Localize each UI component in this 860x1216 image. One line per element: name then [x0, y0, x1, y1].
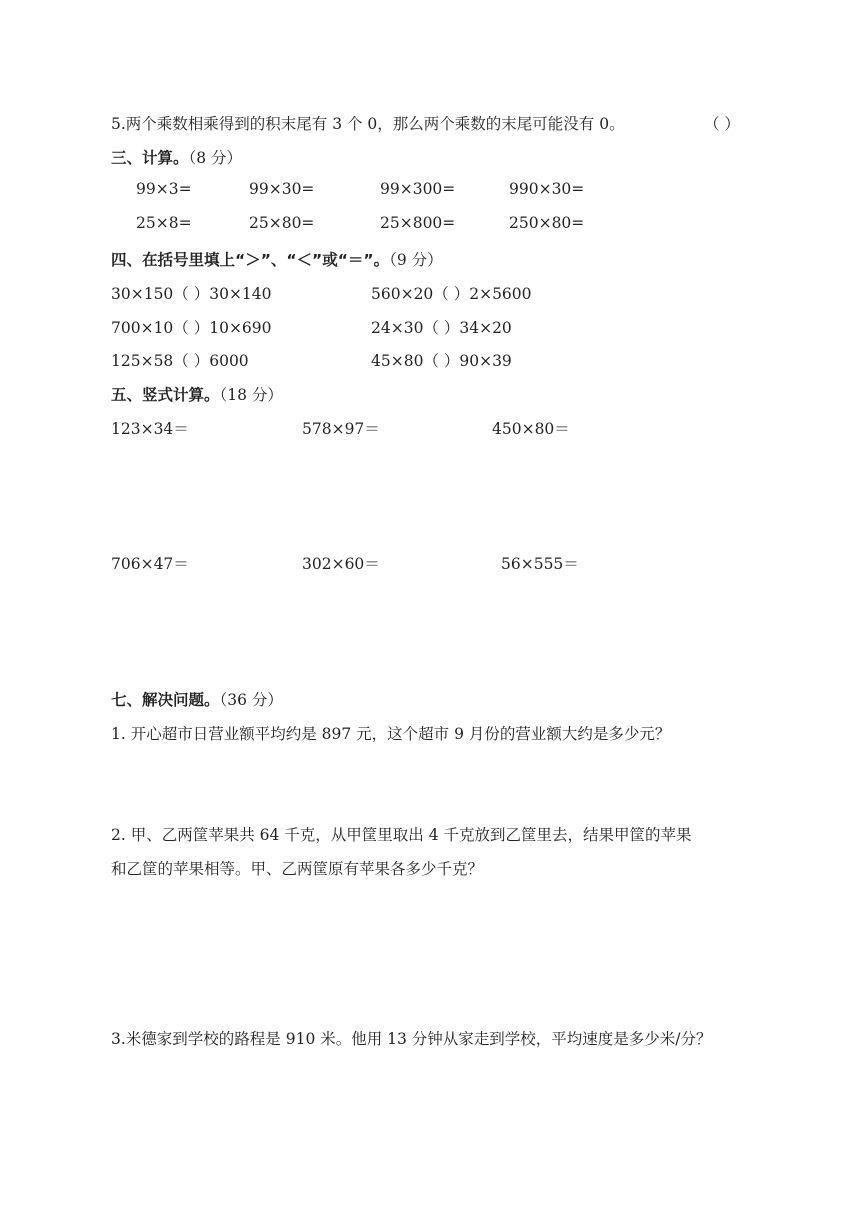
- calc-item: 25×800=: [380, 214, 456, 232]
- calc-item: 25×8=: [136, 214, 192, 232]
- problem-1: 1. 开心超市日营业额平均约是 897 元，这个超市 9 月份的营业额大约是多少元？: [111, 725, 671, 743]
- compare-item: 30×150（ ）30×140: [111, 285, 272, 303]
- calc-item: 99×30=: [249, 180, 315, 198]
- section-4-title: 四、在括号里填上“＞”、“＜”或“＝”。: [111, 251, 390, 269]
- section-5-heading: [111, 383, 283, 405]
- problem-2-line-2: 和乙筐的苹果相等。甲、乙两筐原有苹果各多少千克？: [111, 860, 484, 878]
- calc-item: 250×80=: [509, 214, 585, 232]
- compare-item: 125×58（ ）6000: [111, 352, 249, 370]
- compare-item: 700×10（ ）10×690: [111, 319, 272, 337]
- compare-item: 24×30（ ）34×20: [371, 319, 512, 337]
- answer-parens: （ ）: [704, 115, 740, 133]
- problem-2-line-1: 2. 甲、乙两筐苹果共 64 千克，从甲筐里取出 4 千克放到乙筐里去，结果甲筐的苹果: [111, 826, 692, 844]
- section-3-heading: [111, 146, 242, 168]
- section-3-title: 三、计算。: [111, 149, 189, 167]
- section-5-title: 五、竖式计算。: [111, 386, 220, 404]
- calc-item: 99×300=: [380, 180, 456, 198]
- section-5-points: （18 分）: [219, 386, 283, 404]
- vertical-calc-item: 56×555＝: [501, 555, 579, 573]
- vertical-calc-item: 302×60＝: [302, 555, 380, 573]
- calc-item: 990×30=: [509, 180, 585, 198]
- section-3-points: （8 分）: [188, 149, 243, 167]
- question-5-text: 5.两个乘数相乘得到的积末尾有 3 个 0，那么两个乘数的末尾可能没有 0。: [111, 115, 625, 133]
- section-7-points: （36 分）: [219, 691, 283, 709]
- vertical-calc-item: 450×80＝: [492, 420, 570, 438]
- compare-item: 560×20（ ）2×5600: [371, 285, 532, 303]
- vertical-calc-item: 706×47＝: [111, 555, 189, 573]
- section-4-points: （9 分）: [389, 251, 443, 269]
- vertical-calc-item: 123×34＝: [111, 420, 189, 438]
- section-4-heading: [111, 248, 443, 270]
- section-7-title: 七、解决问题。: [111, 691, 220, 709]
- vertical-calc-item: 578×97＝: [302, 420, 380, 438]
- problem-3: 3.米德家到学校的路程是 910 米。他用 13 分钟从家走到学校，平均速度是多少米/分？: [111, 1030, 712, 1048]
- section-7-heading: [111, 688, 283, 710]
- calc-item: 99×3=: [136, 180, 192, 198]
- calc-item: 25×80=: [249, 214, 315, 232]
- compare-item: 45×80（ ）90×39: [371, 352, 512, 370]
